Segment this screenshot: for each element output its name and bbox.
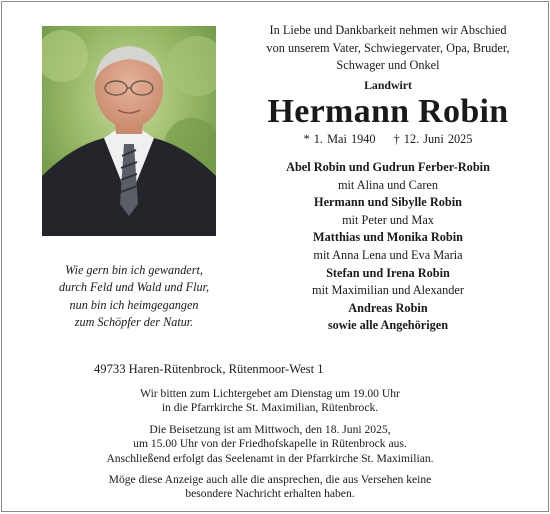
deceased-name: Hermann Robin	[267, 93, 509, 130]
intro-line: Schwager und Onkel	[336, 58, 440, 72]
portrait-image	[42, 26, 216, 236]
family-names: Abel Robin und Gudrun Ferber-Robin	[286, 160, 490, 174]
funeral-info	[30, 423, 510, 466]
life-dates	[238, 132, 538, 147]
family-address: 49733 Haren-Rütenbrock, Rütenmoor-West 1	[94, 362, 324, 376]
intro-line: von unserem Vater, Schwiegervater, Opa, Bruder,	[266, 40, 510, 55]
family-children: mit Anna Lena und Eva Maria	[313, 247, 463, 262]
portrait-photo	[42, 26, 216, 236]
obituary-notice	[1, 1, 549, 512]
info-line: um 15.00 Uhr von der Friedhofskapelle in Rütenbrock aus.	[133, 437, 407, 451]
info-line: Wir bitten zum Lichtergebet am Dienstag um 19.00 Uhr	[140, 387, 400, 400]
info-line: besondere Nachricht erhalten haben.	[185, 487, 355, 501]
poem-line: durch Feld und Wald und Flur,	[58, 280, 210, 295]
family-list	[238, 159, 538, 335]
family-names: Stefan und Irena Robin	[326, 265, 450, 280]
info-line: in die Pfarrkirche St. Maximilian, Rütenbrock.	[161, 401, 379, 415]
prayer-info	[30, 387, 510, 416]
family-closing: sowie alle Angehörigen	[327, 318, 449, 333]
info-line: Möge diese Anzeige auch alle die ansprechen, die aus Versehen keine	[108, 473, 432, 486]
birth-date: * 1. Mai 1940	[303, 132, 376, 146]
poem-line: zum Schöpfer der Natur.	[74, 315, 194, 330]
family-children: mit Alina und Caren	[337, 177, 439, 192]
family-children: mit Peter und Max	[342, 212, 434, 227]
family-names: Andreas Robin	[348, 300, 428, 315]
occupation: Landwirt	[364, 78, 412, 92]
intro-line: In Liebe und Dankbarkeit nehmen wir Abschied	[269, 23, 507, 37]
family-names: Hermann und Sibylle Robin	[314, 195, 462, 210]
info-line: Die Beisetzung ist am Mittwoch, den 18. Juni 2025,	[149, 423, 391, 436]
poem-line: Wie gern bin ich gewandert,	[65, 263, 203, 277]
closing-note	[30, 473, 510, 502]
intro-text	[238, 22, 538, 75]
death-date: † 12. Juni 2025	[393, 132, 473, 146]
memorial-poem	[12, 262, 256, 332]
poem-line: nun bin ich heimgegangen	[69, 297, 199, 312]
info-line: Anschließend erfolgt das Seelenamt in der Pfarrkirche St. Maximilian.	[106, 451, 434, 465]
family-children: mit Maximilian und Alexander	[312, 283, 464, 298]
family-names: Matthias und Monika Robin	[313, 230, 463, 245]
